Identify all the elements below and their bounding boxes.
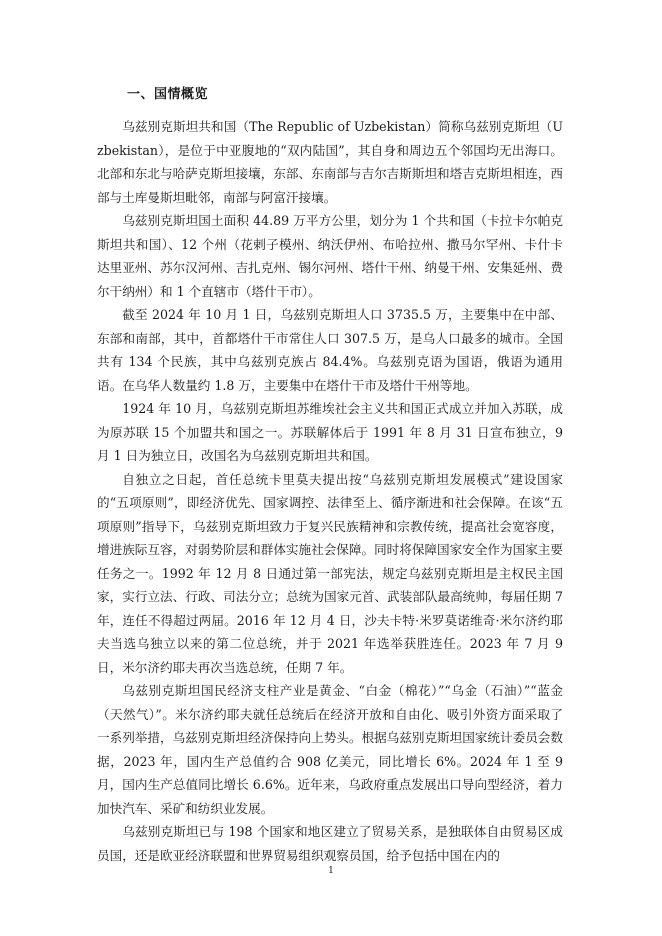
paragraph-geography: 乌兹别克斯坦共和国（The Republic of Uzbekistan）简称乌兹别克斯坦（Uzbekistan），是位于中亚腹地的“双内陆国”，其自身和周边五个邻国均无出海口。北部和东北与哈萨克斯坦接壤，东部、东南部与吉尔吉斯斯坦和塔吉克斯坦相连，西部与土库曼斯坦毗邻，南部与阿富汗接壤。 [97,119,563,205]
paragraph-administrative-divisions: 乌兹别克斯坦国土面积 44.89 万平方公里，划分为 1 个共和国（卡拉卡尔帕克斯坦共和国）、12 个州（花剌子模州、纳沃伊州、布哈拉州、撒马尔罕州、卡什卡达里亚州、苏尔汉河州、吉扎克州、锡尔河州、塔什干州、纳曼干州、安集延州、费尔干纳州）和 1 个直辖市（塔什干市）。 [97,213,563,299]
body-text [97,115,563,867]
paragraph-politics: 自独立之日起，首任总统卡里莫夫提出按“乌兹别克斯坦发展模式”建设国家的“五项原则”，即经济优先、国家调控、法律至上、循序渐进和社会保障。在该“五项原则”指导下，乌兹别克斯坦致力于复兴民族精神和宗教传统，提高社会宽容度，增进族际互容，对弱势阶层和群体实施社会保障。同时将保障国家安全作为国家主要任务之一。1992 年 12 月 8 日通过第一部宪法，规定乌兹别克斯坦是主权民主国家，实行立法、行政、司法分立；总统为国家元首、武装部队最高统帅，每届任期 7 年，连任不得超过两届。2016 年 12 月 4 日，沙夫卡特·米罗莫诺维奇·米尔济约耶夫当选乌独立以来的第二位总统，并于 2021 年选举获胜连任。2023 年 7 月 9 日，米尔济约耶夫再次当选总统，任期 7 年。 [97,471,563,675]
section-heading: 一、国情概览 [127,87,209,102]
paragraph-history: 1924 年 10 月，乌兹别克斯坦苏维埃社会主义共和国正式成立并加入苏联，成为原苏联 15 个加盟共和国之一。苏联解体后于 1991 年 8 月 31 日宣布独立，9 月 1 日为独立日，改国名为乌兹别克斯坦共和国。 [97,401,563,463]
page-number: 1 [328,866,334,876]
paragraph-population: 截至 2024 年 10 月 1 日，乌兹别克斯坦人口 3735.5 万，主要集中在中部、东部和南部，其中，首都塔什干市常住人口 307.5 万，是乌人口最多的城市。全国共有 134 个民族，其中乌兹别克族占 84.4%。乌兹别克语为国语，俄语为通用语。在乌华人数量约 1.8 万，主要集中在塔什干市及塔什干州等地。 [97,307,563,393]
paragraph-trade: 乌兹别克斯坦已与 198 个国家和地区建立了贸易关系，是独联体自由贸易区成员国，还是欧亚经济联盟和世界贸易组织观察员国，给予包括中国在内的 [97,824,563,863]
paragraph-economy: 乌兹别克斯坦国民经济支柱产业是黄金、“白金（棉花）”“乌金（石油）”“蓝金（天然气）”。米尔济约耶夫就任总统后在经济开放和自由化、吸引外资方面采取了一系列举措，乌兹别克斯坦经济保持向上势头。根据乌兹别克斯坦国家统计委员会数据，2023 年，国内生产总值约合 908 亿美元，同比增长 6%。2024 年 1 至 9 月，国内生产总值同比增长 6.6%。近年来，乌政府重点发展出口导向型经济，着力加快汽车、采矿和纺织业发展。 [97,683,563,816]
